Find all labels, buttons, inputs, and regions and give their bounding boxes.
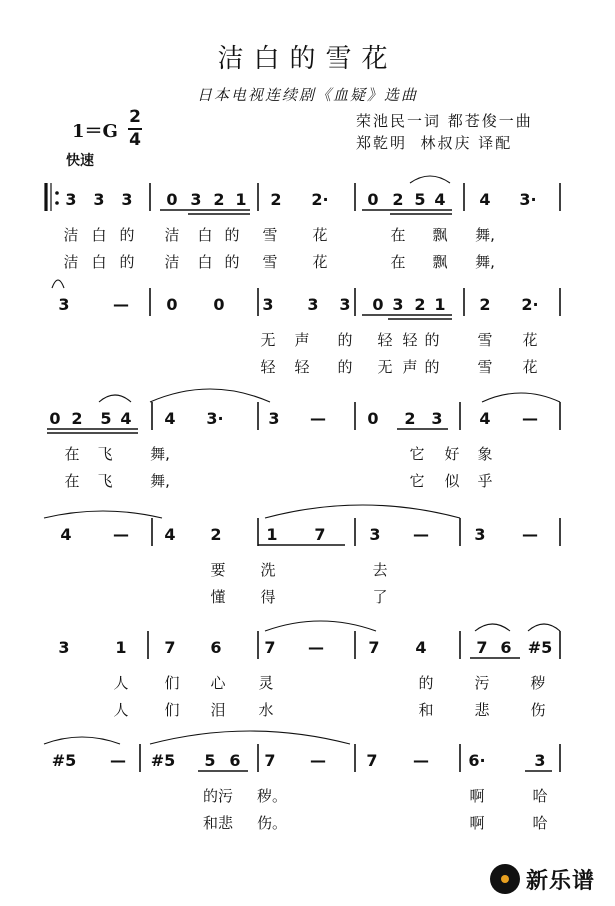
lyric-verse1: 象	[477, 445, 493, 463]
jianpu-note: 1	[434, 295, 446, 314]
jianpu-note: 6	[500, 638, 512, 657]
jianpu-note: 2	[213, 190, 225, 209]
jianpu-note: 4	[415, 638, 427, 657]
jianpu-note: 1	[235, 190, 247, 209]
lyric-verse1: 要	[210, 561, 226, 579]
lyric-verse1: 舞,	[475, 226, 495, 244]
lyric-verse2: 花	[522, 358, 538, 376]
jianpu-note: 3	[58, 295, 70, 314]
jianpu-note: 4	[479, 409, 491, 428]
jianpu-note: 3	[339, 295, 351, 314]
song-title: 洁白的雪花	[217, 44, 398, 74]
jianpu-note: —	[310, 409, 326, 428]
lyric-verse1: 哈	[532, 787, 548, 805]
credits-lyricist-composer: 荣池民一词 都苍俊一曲	[356, 112, 533, 130]
jianpu-note: 0	[367, 409, 379, 428]
tempo-marking: 快速	[66, 153, 94, 169]
jianpu-note: 4	[164, 409, 176, 428]
lyric-verse1: 轻	[377, 331, 393, 349]
lyric-verse1: 去	[372, 561, 388, 579]
lyric-verse1: 秽。	[256, 787, 288, 805]
jianpu-note: 2	[414, 295, 426, 314]
jianpu-note: 7	[314, 525, 326, 544]
slur-arc	[150, 389, 270, 402]
lyric-verse1: 好	[444, 445, 460, 463]
credits-translators: 郑乾明 林叔庆 译配	[356, 134, 513, 152]
slur-arc	[482, 393, 560, 402]
lyric-verse2: 花	[312, 253, 328, 271]
slur-arc	[44, 511, 162, 518]
jianpu-note: 2	[479, 295, 491, 314]
jianpu-note: 0	[213, 295, 225, 314]
lyric-verse1: 的	[424, 331, 440, 349]
slur-arc	[44, 737, 120, 744]
lyric-verse1: 洁	[164, 226, 180, 244]
jianpu-note: 3	[262, 295, 274, 314]
lyric-verse1: 的	[224, 226, 240, 244]
jianpu-note: 2	[392, 190, 404, 209]
jianpu-note: 3	[58, 638, 70, 657]
lyric-verse2: 白	[197, 253, 213, 271]
jianpu-note: 3	[474, 525, 486, 544]
jianpu-note: 6	[210, 638, 222, 657]
jianpu-note: 5	[100, 409, 112, 428]
lyric-verse2: 在	[64, 472, 80, 490]
lyric-verse2: 轻	[260, 358, 276, 376]
jianpu-note: 3	[121, 190, 133, 209]
lyric-verse2: 洁	[63, 253, 79, 271]
jianpu-note: —	[522, 409, 538, 428]
slur-arc	[528, 624, 560, 631]
lyric-verse1: 舞,	[150, 445, 170, 463]
jianpu-note: 3	[268, 409, 280, 428]
lyric-verse2: 哈	[532, 814, 548, 832]
lyric-verse2: 无	[377, 358, 393, 376]
lyric-verse2: 伤。	[256, 814, 288, 832]
jianpu-note: —	[113, 295, 129, 314]
lyric-verse1: 无	[260, 331, 276, 349]
lyric-verse1: 啊	[469, 787, 485, 805]
lyric-verse1: 洁	[63, 226, 79, 244]
jianpu-note: #5	[150, 751, 176, 770]
jianpu-note: 6·	[468, 751, 486, 770]
lyric-verse1: 人	[113, 674, 129, 692]
jianpu-note: 5	[414, 190, 426, 209]
jianpu-note: 0	[166, 190, 178, 209]
lyric-verse2: 飞	[97, 472, 113, 490]
jianpu-note: —	[413, 751, 429, 770]
jianpu-note: #5	[527, 638, 553, 657]
jianpu-note: 3	[534, 751, 546, 770]
lyric-verse1: 花	[312, 226, 328, 244]
jianpu-note: 4	[479, 190, 491, 209]
jianpu-note: 3	[431, 409, 443, 428]
jianpu-note: 5	[204, 751, 216, 770]
lyric-verse2: 的	[424, 358, 440, 376]
lyric-verse2: 和悲	[202, 814, 234, 832]
slur-arc	[99, 395, 131, 402]
slur-arc	[265, 621, 376, 631]
lyric-verse2: 得	[260, 588, 276, 606]
lyric-verse1: 的污	[202, 787, 234, 805]
lyric-verse1: 灵	[258, 674, 274, 692]
lyric-verse1: 声	[294, 331, 310, 349]
jianpu-note: 7	[264, 638, 276, 657]
jianpu-note: 0	[166, 295, 178, 314]
jianpu-note: 2·	[521, 295, 539, 314]
jianpu-note: 7	[476, 638, 488, 657]
jianpu-note: 7	[164, 638, 176, 657]
jianpu-note: —	[110, 751, 126, 770]
lyric-verse2: 伤	[530, 701, 546, 719]
jianpu-note: 3·	[519, 190, 537, 209]
jianpu-note: 6	[229, 751, 241, 770]
lyric-verse2: 了	[372, 588, 388, 606]
jianpu-note: 0	[367, 190, 379, 209]
slur-arc	[52, 280, 64, 288]
lyric-verse1: 的	[337, 331, 353, 349]
jianpu-note: 3	[392, 295, 404, 314]
lyric-verse2: 泪	[210, 701, 226, 719]
jianpu-note: 3	[369, 525, 381, 544]
lyric-verse1: 雪	[477, 331, 493, 349]
lyric-verse2: 人	[113, 701, 129, 719]
lyric-verse2: 水	[258, 701, 274, 719]
lyric-verse2: 雪	[477, 358, 493, 376]
lyric-verse2: 似	[444, 472, 460, 490]
site-logo	[490, 862, 595, 896]
lyric-verse2: 懂	[210, 588, 226, 606]
repeat-dot	[55, 201, 59, 205]
jianpu-note: —	[113, 525, 129, 544]
jianpu-note: 2	[71, 409, 83, 428]
lyric-verse1: 花	[522, 331, 538, 349]
song-subtitle: 日本电视连续剧《血疑》选曲	[196, 86, 418, 104]
lyric-verse2: 雪	[262, 253, 278, 271]
jianpu-note: —	[413, 525, 429, 544]
slur-arc	[410, 176, 450, 183]
lyric-verse2: 在	[390, 253, 406, 271]
jianpu-note: 0	[49, 409, 61, 428]
lyric-verse1: 的	[418, 674, 434, 692]
lyric-verse1: 污	[474, 674, 490, 692]
lyric-verse2: 白	[91, 253, 107, 271]
lyric-verse2: 洁	[164, 253, 180, 271]
time-signature-top: 2	[129, 107, 141, 127]
jianpu-note: 3	[65, 190, 77, 209]
lyric-verse1: 心	[210, 674, 226, 692]
lyric-verse2: 舞,	[150, 472, 170, 490]
lyric-verse1: 洗	[260, 561, 276, 579]
record-disc-icon	[490, 864, 520, 894]
jianpu-note: 7	[366, 751, 378, 770]
jianpu-note: 3·	[206, 409, 224, 428]
lyric-verse1: 白	[91, 226, 107, 244]
jianpu-note: 3	[190, 190, 202, 209]
lyric-verse1: 它	[409, 445, 425, 463]
lyric-verse1: 飘	[432, 226, 448, 244]
time-signature-bottom: 4	[129, 130, 141, 150]
slur-arc	[475, 624, 510, 631]
jianpu-note: 2	[210, 525, 222, 544]
lyric-verse2: 的	[119, 253, 135, 271]
jianpu-note: 2	[270, 190, 282, 209]
lyric-verse1: 轻	[402, 331, 418, 349]
slur-arc	[150, 731, 350, 744]
jianpu-note: 1	[266, 525, 278, 544]
lyric-verse2: 它	[409, 472, 425, 490]
jianpu-note: 1	[115, 638, 127, 657]
jianpu-note: 2·	[311, 190, 329, 209]
site-logo-text: 新乐谱	[526, 868, 596, 894]
lyric-verse1: 飞	[97, 445, 113, 463]
lyric-verse1: 在	[64, 445, 80, 463]
jianpu-note: #5	[51, 751, 77, 770]
repeat-dot	[55, 191, 59, 195]
lyric-verse2: 声	[402, 358, 418, 376]
lyric-verse1: 白	[197, 226, 213, 244]
jianpu-note: 4	[164, 525, 176, 544]
jianpu-note: —	[308, 638, 324, 657]
lyric-verse1: 的	[119, 226, 135, 244]
lyric-verse2: 和	[418, 701, 434, 719]
lyric-verse2: 轻	[294, 358, 310, 376]
lyric-verse2: 的	[224, 253, 240, 271]
lyric-verse1: 秽	[530, 674, 546, 692]
lyric-verse1: 在	[390, 226, 406, 244]
jianpu-note: 4	[434, 190, 446, 209]
lyric-verse1: 们	[164, 674, 180, 692]
lyric-verse2: 乎	[477, 472, 493, 490]
slur-arc	[265, 505, 460, 518]
jianpu-note: 4	[120, 409, 132, 428]
jianpu-note: 7	[264, 751, 276, 770]
jianpu-note: 0	[372, 295, 384, 314]
lyric-verse2: 啊	[469, 814, 485, 832]
lyric-verse2: 悲	[474, 701, 490, 719]
jianpu-note: 4	[60, 525, 72, 544]
lyric-verse2: 飘	[432, 253, 448, 271]
jianpu-note: 2	[404, 409, 416, 428]
lyric-verse2: 舞,	[475, 253, 495, 271]
lyric-verse2: 的	[337, 358, 353, 376]
jianpu-note: 3	[93, 190, 105, 209]
jianpu-note: —	[522, 525, 538, 544]
key-signature: 1＝G	[72, 121, 118, 142]
lyric-verse2: 们	[164, 701, 180, 719]
jianpu-note: 7	[368, 638, 380, 657]
jianpu-note: —	[310, 751, 326, 770]
lyric-verse1: 雪	[262, 226, 278, 244]
jianpu-note: 3	[307, 295, 319, 314]
